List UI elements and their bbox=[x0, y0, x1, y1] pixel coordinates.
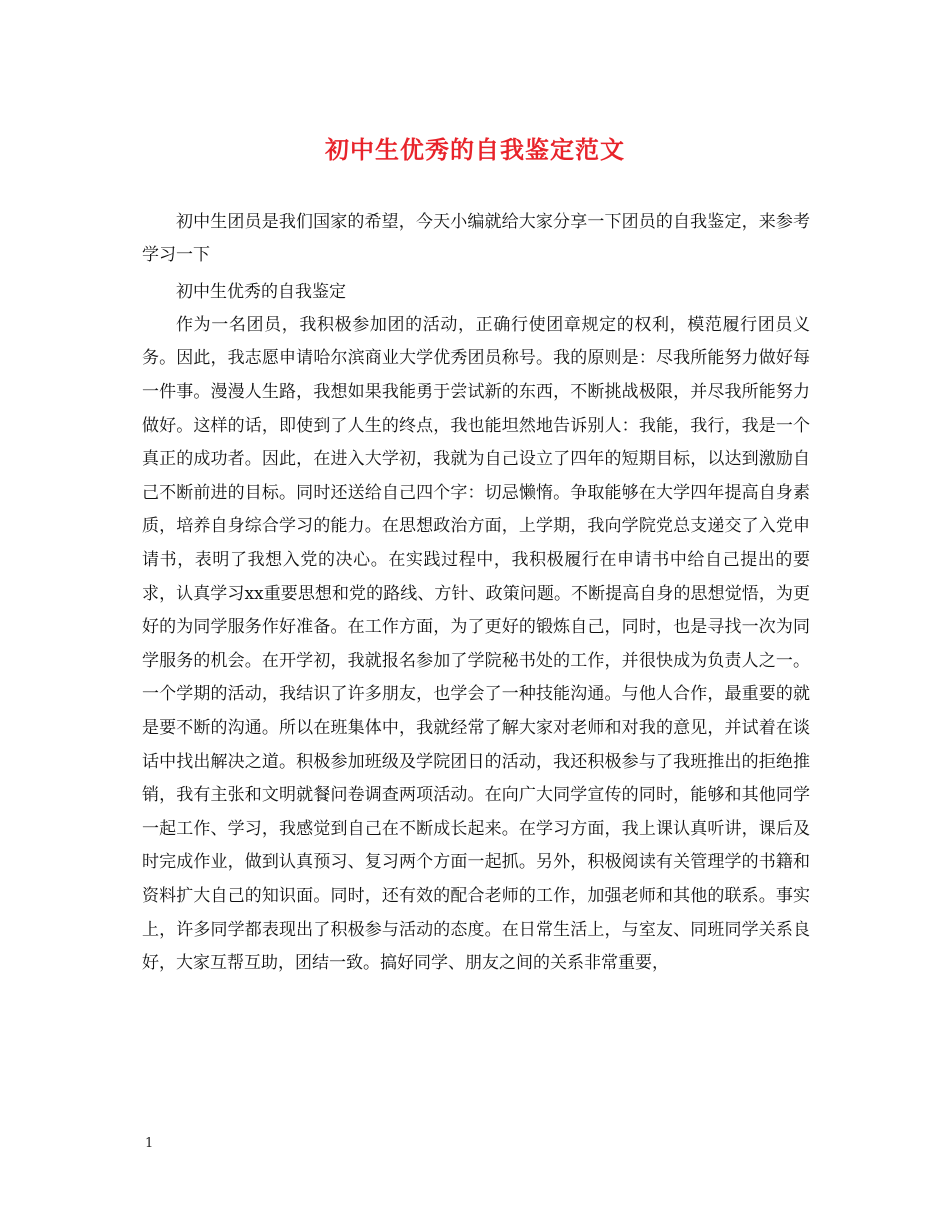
main-paragraph: 作为一名团员，我积极参加团的活动，正确行使团章规定的权利，模范履行团员义务。因此，我志愿申请哈尔滨商业大学优秀团员称号。我的原则是：尽我所能努力做好每一件事。漫漫人生路，我想如果我能勇于尝试新的东西，不断挑战极限，并尽我所能努力做好。这样的话，即使到了人生的终点，我也能坦然地告诉别人：我能，我行，我是一个真正的成功者。因此，在进入大学初，我就为自己设立了四年的短期目标，以达到激励自己不断前进的目标。同时还送给自己四个字：切忌懒惰。争取能够在大学四年提高自身素质，培养自身综合学习的能力。在思想政治方面，上学期，我向学院党总支递交了入党申请书，表明了我想入党的决心。在实践过程中，我积极履行在申请书中给自己提出的要求，认真学习xx重要思想和党的路线、方针、政策问题。不断提高自身的思想觉悟，为更好的为同学服务作好准备。在工作方面，为了更好的锻炼自己，同时，也是寻找一次为同学服务的机会。在开学初，我就报名参加了学院秘书处的工作，并很快成为负责人之一。一个学期的活动，我结识了许多朋友，也学会了一种技能沟通。与他人合作，最重要的就是要不断的沟通。所以在班集体中，我就经常了解大家对老师和对我的意见，并试着在谈话中找出解决之道。积极参加班级及学院团日的活动，我还积极参与了我班推出的拒绝推销，我有主张和文明就餐问卷调查两项活动。在向广大同学宣传的同时，能够和其他同学一起工作、学习，我感觉到自己在不断成长起来。在学习方面，我上课认真听讲，课后及时完成作业，做到认真预习、复习两个方面一起抓。另外，积极阅读有关管理学的书籍和资料扩大自己的知识面。同时，还有效的配合老师的工作，加强老师和其他的联系。事实上，许多同学都表现出了积极参与活动的态度。在日常生活上，与室友、同班同学关系良好，大家互帮互助，团结一致。搞好同学、朋友之间的关系非常重要， bbox=[142, 314, 810, 974]
section-subheading: 初中生优秀的自我鉴定 bbox=[176, 281, 346, 302]
document-title: 初中生优秀的自我鉴定范文 bbox=[325, 135, 625, 164]
document-body bbox=[142, 206, 810, 981]
page-number: 1 bbox=[145, 1136, 154, 1151]
intro-paragraph: 初中生团员是我们国家的希望，今天小编就给大家分享一下团员的自我鉴定，来参考学习一下 bbox=[142, 212, 810, 266]
